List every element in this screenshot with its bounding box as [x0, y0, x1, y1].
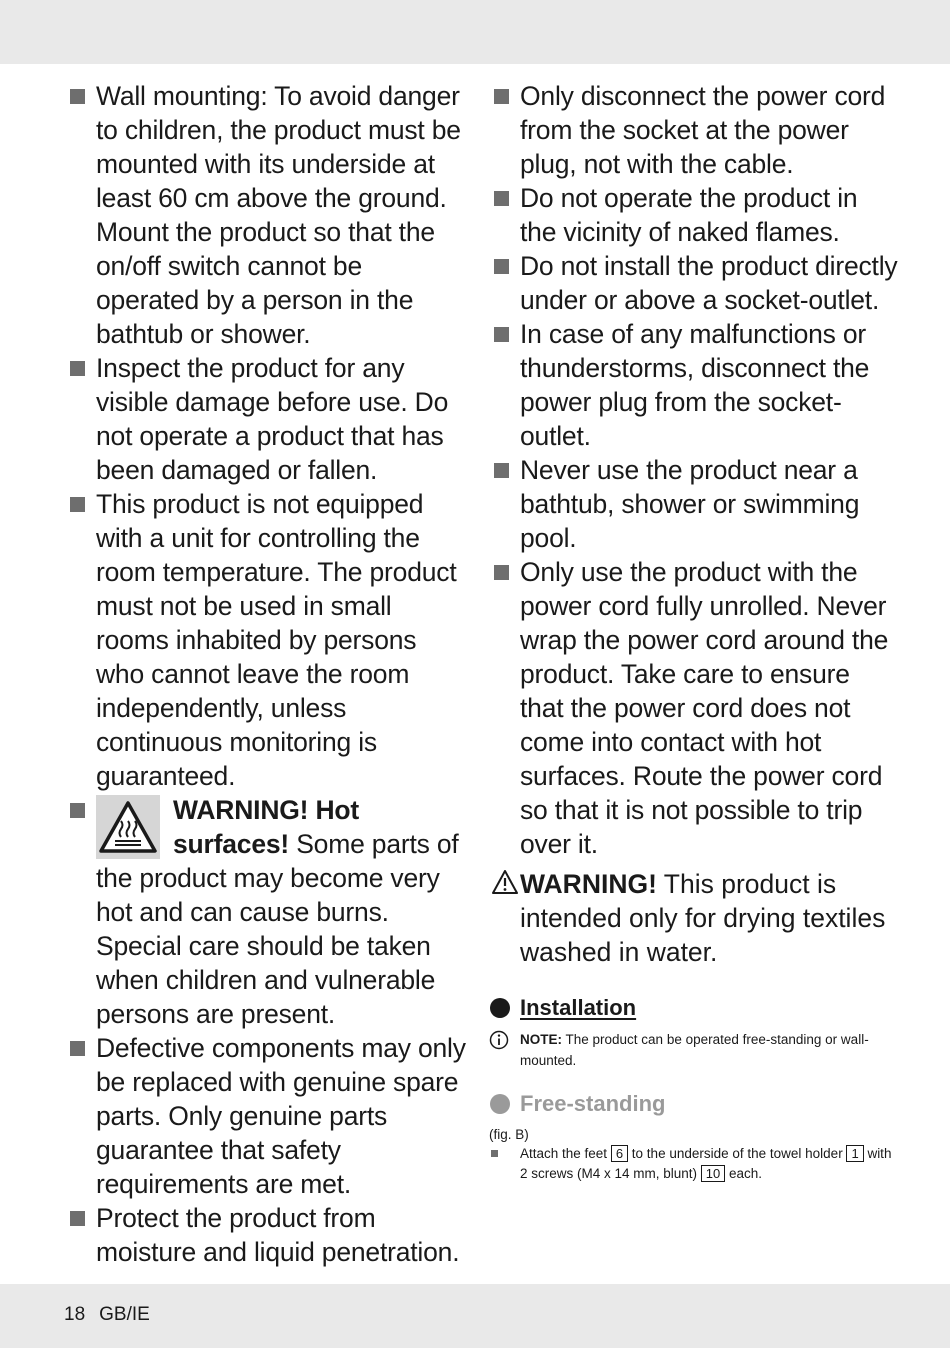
list-item-text: Wall mounting: To avoid danger to children, the product must be mounted with its underside at least 60 cm above the ground. Mount the product so that the on/off switch cannot be operated by a person in the bathtub or shower. [96, 81, 461, 349]
hot-warning-title: WARNING! Hot surfaces! [173, 795, 360, 859]
list-item [69, 1031, 469, 1201]
step-text: to the underside of the towel holder [628, 1146, 847, 1161]
left-bullet-list [69, 79, 469, 1269]
part-number-towel-holder: 1 [846, 1145, 863, 1162]
warning-label: WARNING! [520, 869, 657, 899]
square-bullet-icon [494, 191, 509, 206]
list-item-text: Defective components may only be replaced with genuine spare parts. Only genuine parts guarantee that safety requirements are met. [96, 1033, 466, 1199]
warning-text: This product is intended only for drying textiles washed in water. [520, 869, 886, 967]
language-code: GB/IE [99, 1304, 150, 1325]
list-item [69, 1201, 469, 1269]
free-standing-step [493, 1144, 898, 1184]
list-item-text: Only use the product with the power cord fully unrolled. Never wrap the power cord around the product. Take care to ensure that the power cord does not come into contact with hot surfaces. Route the power cord so that it is not possible to trip over it. [520, 557, 889, 859]
list-item [69, 79, 469, 351]
square-bullet-icon [70, 1041, 85, 1056]
list-item [69, 487, 469, 793]
hot-surface-warning-icon [96, 795, 160, 859]
hot-warning-text: Some parts of the product may become very hot and can cause burns. Special care should be taken when children and vulnerable persons are present. [96, 829, 459, 1029]
list-item-text: Protect the product from moisture and liquid penetration. [96, 1203, 460, 1267]
list-item-text: Inspect the product for any visible damage before use. Do not operate a product that has been damaged or fallen. [96, 353, 449, 485]
list-item [493, 555, 898, 861]
right-bullet-list [493, 79, 898, 861]
list-item-text: In case of any malfunctions or thunderstorms, disconnect the power plug from the socket-outlet. [520, 319, 870, 451]
filled-circle-icon [490, 1094, 510, 1114]
list-item-text: Only disconnect the power cord from the socket at the power plug, not with the cable. [520, 81, 886, 179]
free-standing-heading-text: Free-standing [520, 1091, 666, 1116]
hot-surface-warning-item [69, 793, 469, 1031]
list-item-text: Do not install the product directly under or above a socket-outlet. [520, 251, 898, 315]
page-number: 18 [64, 1304, 86, 1325]
step-text: Attach the feet [520, 1146, 611, 1161]
list-item [493, 317, 898, 453]
part-number-feet: 6 [611, 1145, 628, 1162]
square-bullet-icon [494, 259, 509, 274]
list-item [493, 453, 898, 555]
square-bullet-icon [494, 565, 509, 580]
part-number-screws: 10 [701, 1165, 725, 1182]
square-bullet-icon [491, 1150, 498, 1157]
installation-note [493, 1029, 898, 1071]
free-standing-heading [493, 1091, 898, 1117]
figure-reference: (fig. B) [489, 1127, 529, 1142]
square-bullet-icon [70, 89, 85, 104]
square-bullet-icon [70, 361, 85, 376]
warning-triangle-icon [491, 869, 519, 903]
list-item-text: Never use the product near a bathtub, shower or swimming pool. [520, 455, 860, 553]
square-bullet-icon [494, 327, 509, 342]
square-bullet-icon [494, 89, 509, 104]
list-item [493, 79, 898, 181]
list-item [493, 249, 898, 317]
installation-heading-text: Installation [520, 995, 637, 1020]
square-bullet-icon [70, 803, 85, 818]
note-text: The product can be operated free-standing or wall-mounted. [520, 1032, 869, 1068]
info-icon [489, 1030, 509, 1056]
square-bullet-icon [70, 497, 85, 512]
step-text: with 2 screws (M4 x 14 mm, blunt) [520, 1146, 892, 1181]
page-footer [64, 1304, 164, 1326]
step-text: each. [725, 1166, 763, 1181]
right-column [489, 79, 898, 1184]
left-column [69, 79, 469, 1269]
list-item-text: This product is not equipped with a unit for controlling the room temperature. The product must not be used in small rooms inhabited by persons who cannot leave the room independently, unless continuous monitoring is guaranteed. [96, 489, 457, 791]
square-bullet-icon [494, 463, 509, 478]
list-item-text: Do not operate the product in the vicinity of naked flames. [520, 183, 858, 247]
textile-warning [493, 867, 898, 969]
square-bullet-icon [70, 1211, 85, 1226]
top-band [0, 0, 950, 64]
filled-circle-icon [490, 998, 510, 1018]
installation-heading [493, 995, 898, 1021]
list-item [493, 181, 898, 249]
note-label: NOTE: [520, 1032, 562, 1047]
list-item [69, 351, 469, 487]
